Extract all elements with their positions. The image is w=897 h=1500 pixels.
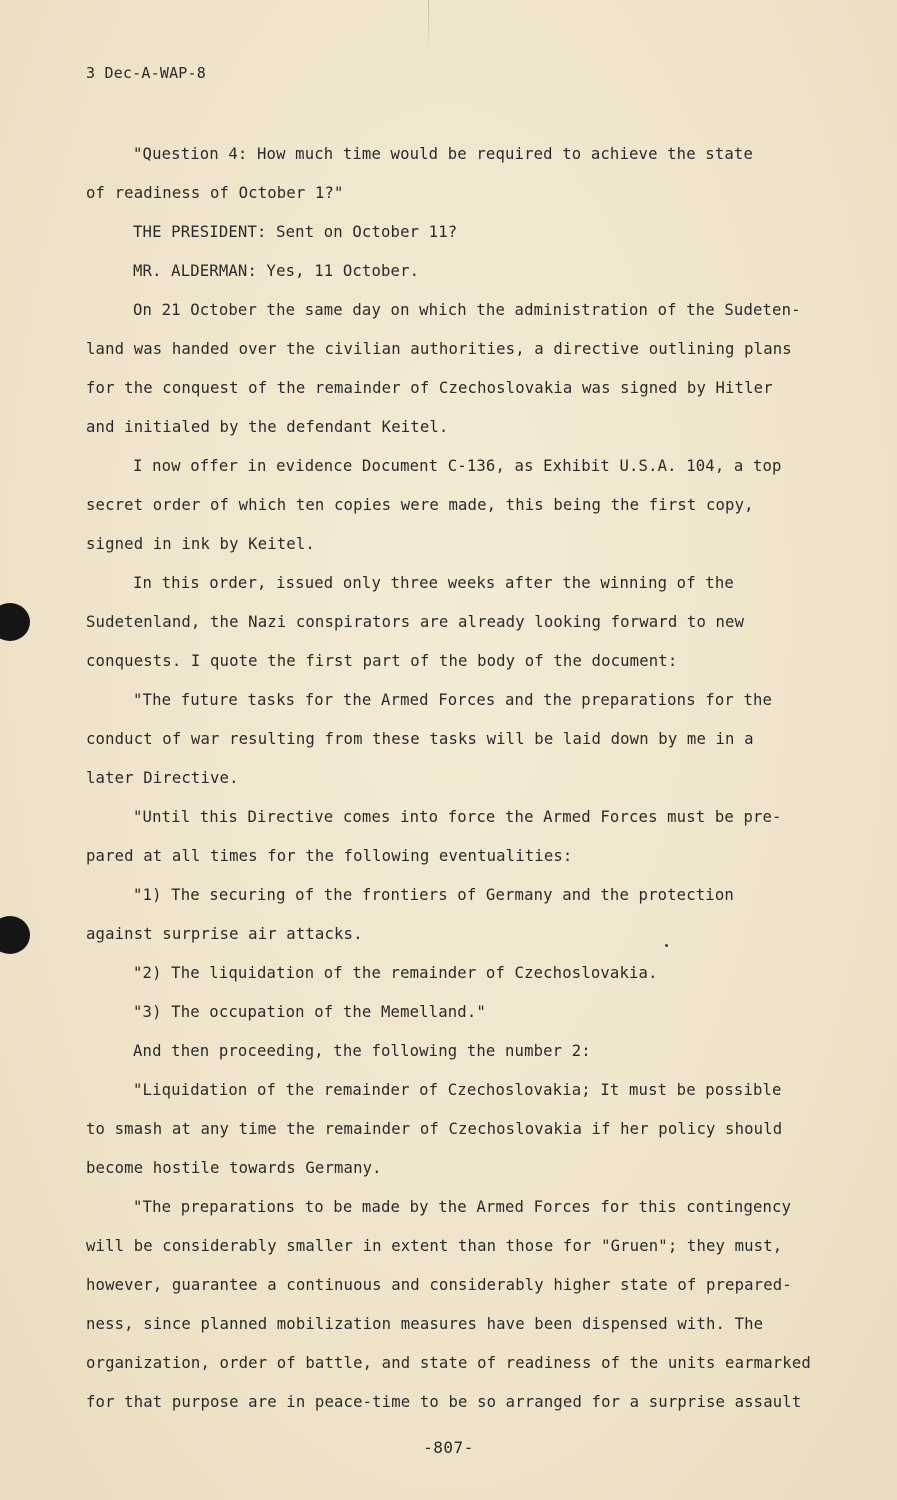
text-line: I now offer in evidence Document C-136, as Exhibit U.S.A. 104, a top [133,457,782,475]
text-line: organization, order of battle, and state of readiness of the units earmarked [86,1354,811,1372]
page-number: -807- [423,1438,474,1457]
punch-hole-top [0,603,30,641]
text-line: "Until this Directive comes into force the Armed Forces must be pre- [133,808,782,826]
text-line: "Question 4: How much time would be required to achieve the state [133,145,753,163]
text-line: "2) The liquidation of the remainder of Czechoslovakia. [133,964,658,982]
text-line: secret order of which ten copies were made, this being the first copy, [86,496,754,514]
text-line: "3) The occupation of the Memelland." [133,1003,486,1021]
text-line: conquests. I quote the first part of the body of the document: [86,652,678,670]
text-line: conduct of war resulting from these tasks will be laid down by me in a [86,730,754,748]
text-line: for that purpose are in peace-time to be so arranged for a surprise assault [86,1393,802,1411]
text-line: later Directive. [86,769,239,787]
text-line: become hostile towards Germany. [86,1159,382,1177]
text-line: THE PRESIDENT: Sent on October 11? [133,223,458,241]
text-line: to smash at any time the remainder of Czechoslovakia if her policy should [86,1120,783,1138]
text-line: will be considerably smaller in extent than those for "Gruen"; they must, [86,1237,783,1255]
text-line: land was handed over the civilian authorities, a directive outlining plans [86,340,792,358]
text-line: And then proceeding, the following the number 2: [133,1042,591,1060]
text-line: for the conquest of the remainder of Czechoslovakia was signed by Hitler [86,379,773,397]
paper-crease [428,0,429,55]
text-line: On 21 October the same day on which the administration of the Sudeten- [133,301,801,319]
text-line: of readiness of October 1?" [86,184,344,202]
text-line: against surprise air attacks. [86,925,363,943]
document-code: 3 Dec-A-WAP-8 [86,64,206,82]
punch-hole-bottom [0,916,30,954]
text-line: signed in ink by Keitel. [86,535,315,553]
text-line: "Liquidation of the remainder of Czechoslovakia; It must be possible [133,1081,782,1099]
text-line: MR. ALDERMAN: Yes, 11 October. [133,262,420,280]
text-line: "1) The securing of the frontiers of Germany and the protection [133,886,734,904]
text-line: pared at all times for the following eventualities: [86,847,573,865]
text-line: "The preparations to be made by the Armed Forces for this contingency [133,1198,792,1216]
text-line: however, guarantee a continuous and considerably higher state of prepared- [86,1276,792,1294]
ink-speck [665,944,668,947]
text-line: and initialed by the defendant Keitel. [86,418,449,436]
text-line: In this order, issued only three weeks after the winning of the [133,574,734,592]
text-line: "The future tasks for the Armed Forces and the preparations for the [133,691,773,709]
text-line: ness, since planned mobilization measures have been dispensed with. The [86,1315,764,1333]
text-line: Sudetenland, the Nazi conspirators are already looking forward to new [86,613,745,631]
